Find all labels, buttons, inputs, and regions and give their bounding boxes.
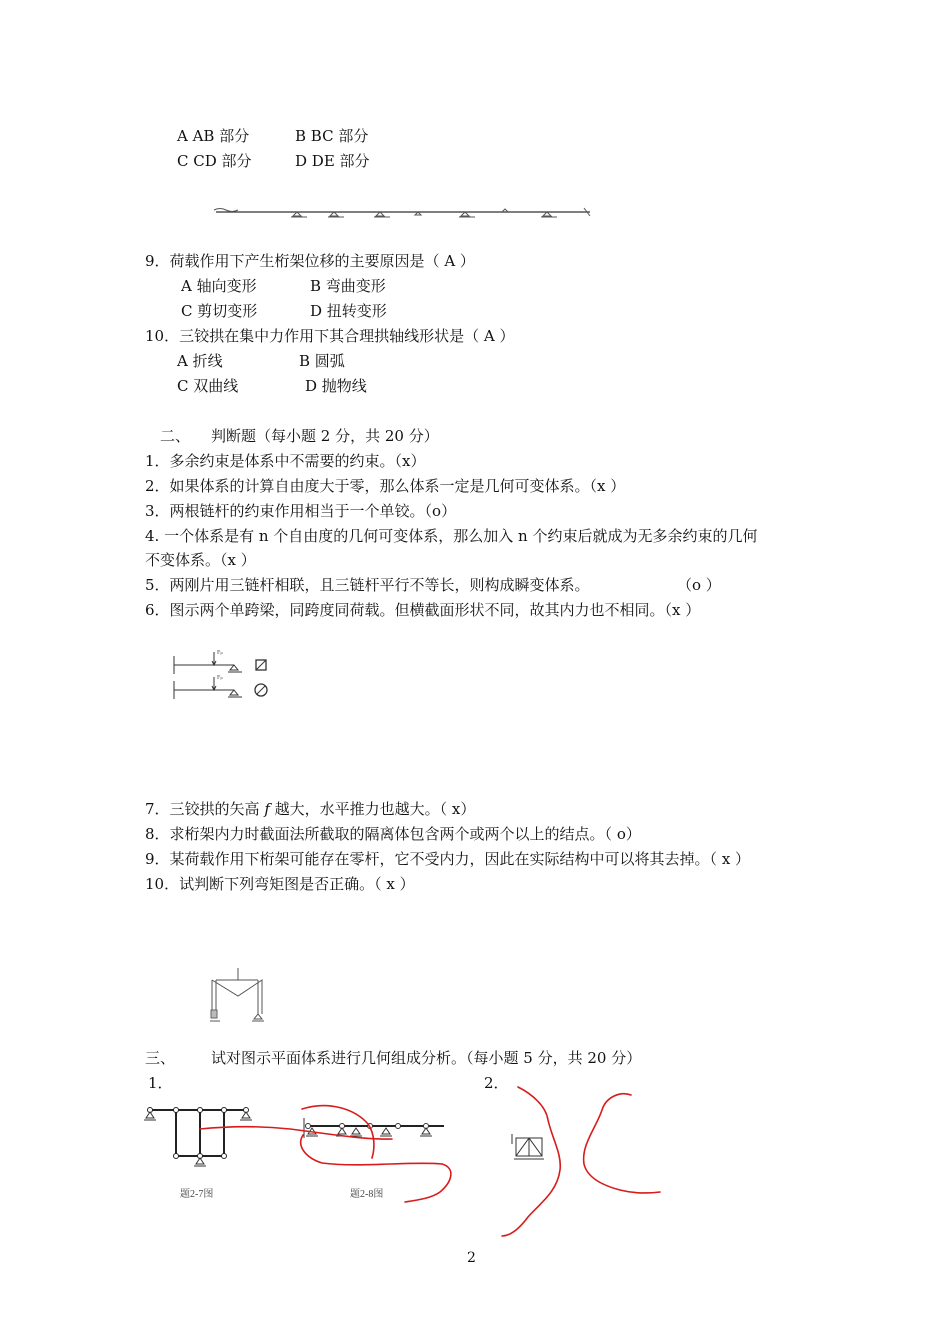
judge-item-7-text-a: 7．三铰拱的矢高 bbox=[145, 800, 265, 818]
section3-sub2: 2． bbox=[484, 1074, 509, 1092]
judge-item-7-text-b: 越大，水平推力也越大。（ x） bbox=[269, 800, 476, 818]
red-annotation-strokes bbox=[0, 1080, 950, 1250]
judge-item-4-line1: 4. 一个体系是有 n 个自由度的几何可变体系，那么加入 n 个约束后就成为无多余约束的几何 bbox=[145, 527, 758, 545]
fp-label-upper: Fₚ bbox=[217, 650, 223, 656]
q9-option-b: B 弯曲变形 bbox=[310, 277, 386, 295]
q9-stem: 9．荷载作用下产生桁架位移的主要原因是（ A ） bbox=[145, 252, 475, 270]
judge-item-1: 1．多余约束是体系中不需要的约束。（x） bbox=[145, 452, 426, 470]
judge-item-6: 6．图示两个单跨梁，同跨度同荷载。但横截面形状不同，故其内力也不相同。（x ） bbox=[145, 601, 701, 619]
judge-item-5: 5．两刚片用三链杆相联，且三链杆平行不等长，则构成瞬变体系。 bbox=[145, 576, 590, 594]
judge-item-9: 9．某荷载作用下桁架可能存在零杆，它不受内力，因此在实际结构中可以将其去掉。（ x ） bbox=[145, 850, 751, 868]
q10-option-c: C 双曲线 bbox=[177, 377, 239, 395]
section2-number: 二、 bbox=[160, 427, 191, 445]
judge-item-5-answer: （o ） bbox=[677, 576, 721, 594]
judge-item-4-line2: 不变体系。（x ） bbox=[145, 551, 256, 569]
option-d: D DE 部分 bbox=[295, 152, 370, 170]
q9-option-d: D 扭转变形 bbox=[310, 302, 387, 320]
q10-stem: 10．三铰拱在集中力作用下其合理拱轴线形状是（ A ） bbox=[145, 327, 515, 345]
judge-item-8: 8．求桁架内力时截面法所截取的隔离体包含两个或两个以上的结点。（ o） bbox=[145, 825, 641, 843]
judge-item-3: 3．两根链杆的约束作用相当于一个单铰。（o） bbox=[145, 502, 457, 520]
single-span-beams-figure bbox=[170, 646, 274, 704]
judge-item-10: 10．试判断下列弯矩图是否正确。（ x ） bbox=[145, 875, 415, 893]
option-a: A AB 部分 bbox=[177, 127, 250, 145]
judge-item-2: 2．如果体系的计算自由度大于零，那么体系一定是几何可变体系。（x ） bbox=[145, 477, 626, 495]
moment-diagram-figure bbox=[208, 966, 266, 1026]
option-b: B BC 部分 bbox=[295, 127, 369, 145]
q10-option-d: D 抛物线 bbox=[305, 377, 367, 395]
caption-2-7: 题2-7图 bbox=[180, 1189, 214, 1200]
q9-option-c: C 剪切变形 bbox=[181, 302, 258, 320]
caption-2-8: 题2-8图 bbox=[350, 1189, 384, 1200]
continuous-beam-figure bbox=[212, 202, 594, 222]
option-c: C CD 部分 bbox=[177, 152, 252, 170]
section3-sub1: 1． bbox=[148, 1074, 173, 1092]
judge-item-7-symbol: f bbox=[264, 800, 270, 818]
section3-title: 试对图示平面体系进行几何组成分析。（每小题 5 分，共 20 分） bbox=[211, 1049, 642, 1067]
q9-option-a: A 轴向变形 bbox=[181, 277, 257, 295]
section3-number: 三、 bbox=[145, 1049, 176, 1067]
q10-option-a: A 折线 bbox=[177, 352, 223, 370]
section2-title: 判断题（每小题 2 分，共 20 分） bbox=[211, 427, 439, 445]
judge-item-7 bbox=[145, 799, 475, 819]
fp-label-lower: Fₚ bbox=[217, 675, 223, 681]
q10-option-b: B 圆弧 bbox=[299, 352, 345, 370]
page-number: 2 bbox=[467, 1250, 476, 1266]
